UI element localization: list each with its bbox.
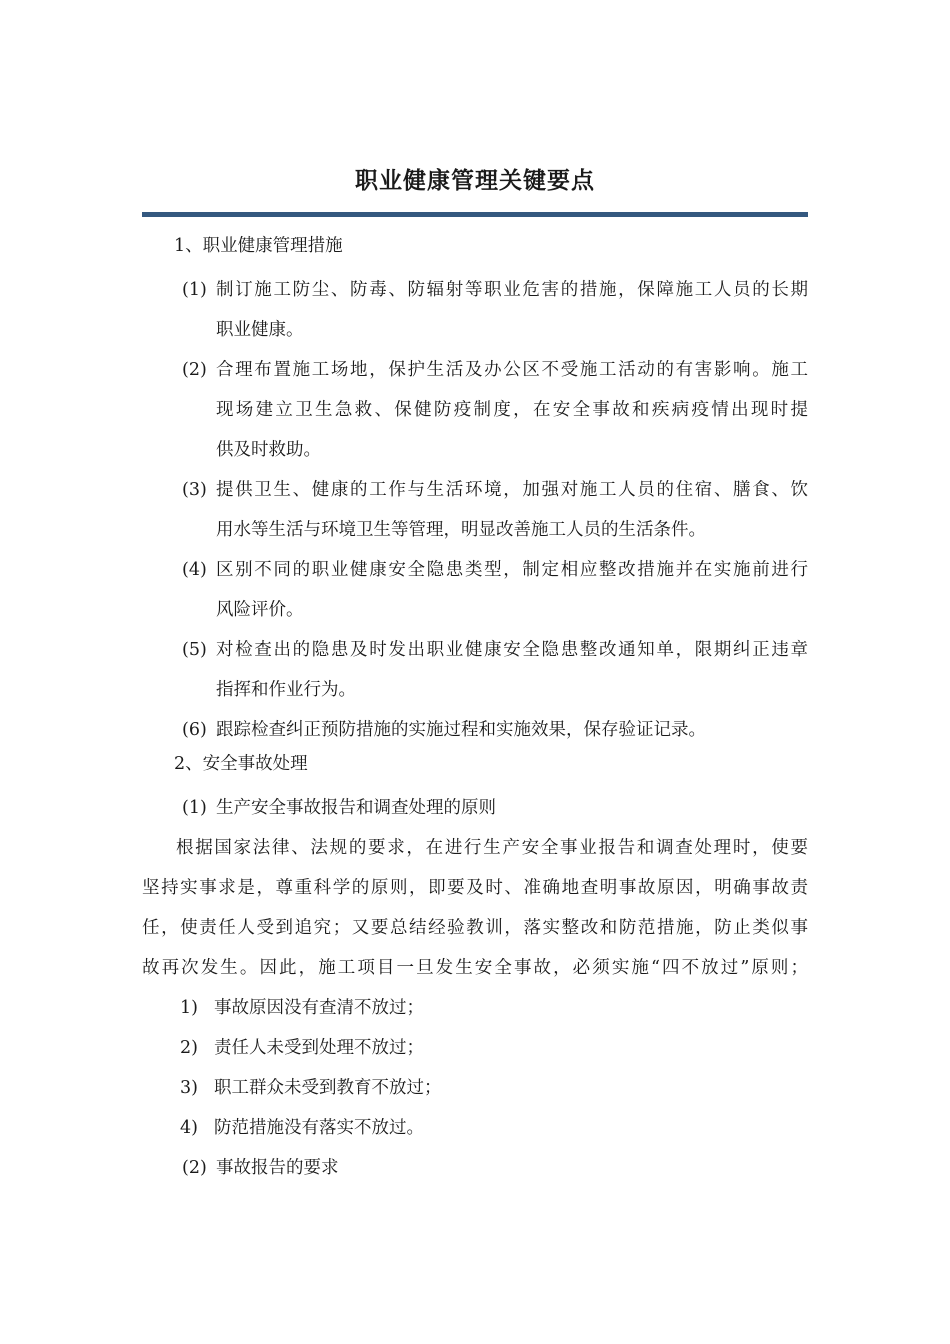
item-text-line: 风险评价。 [216, 600, 304, 620]
title-underline [142, 212, 808, 217]
item-text-line: 制订施工防尘、防毒、防辐射等职业危害的措施，保障施工人员的长期 [216, 280, 808, 300]
item-text-line: 对检查出的隐患及时发出职业健康安全隐患整改通知单，限期纠正违章 [216, 640, 808, 660]
item-number: (3) [182, 480, 207, 500]
paragraph-line: 任，使责任人受到追究；又要总结经验教训，落实整改和防范措施，防止类似事 [142, 918, 808, 938]
item-number: (1) [182, 798, 207, 818]
item-text-line: 合理布置施工场地，保护生活及办公区不受施工活动的有害影响。施工 [216, 360, 808, 380]
list-item [142, 470, 808, 550]
item-number: 1) [180, 998, 198, 1018]
item-text-line: 区别不同的职业健康安全隐患类型，制定相应整改措施并在实施前进行 [216, 560, 808, 580]
principle-item [142, 1028, 808, 1068]
principle-item [142, 1108, 808, 1148]
item-text-line: 责任人未受到处理不放过； [214, 1038, 424, 1058]
paragraph-line: 故再次发生。因此，施工项目一旦发生安全事故，必须实施“四不放过”原则； [142, 958, 808, 978]
document-body [142, 226, 808, 1188]
paragraph-line: 坚持实事求是，尊重科学的原则，即要及时、准确地查明事故原因，明确事故责 [142, 878, 808, 898]
list-item [142, 270, 808, 350]
item-text-line: 用水等生活与环境卫生等管理，明显改善施工人员的生活条件。 [216, 520, 706, 540]
subsection-heading [142, 788, 808, 828]
section-heading-2: 2、安全事故处理 [174, 754, 308, 774]
item-text-line: 职业健康。 [216, 320, 304, 340]
item-number: 3) [180, 1078, 198, 1098]
section-heading-1: 1、职业健康管理措施 [174, 236, 343, 256]
item-text-line: 指挥和作业行为。 [216, 680, 356, 700]
item-number: (2) [182, 1158, 207, 1178]
list-item [142, 350, 808, 470]
item-text-line: 现场建立卫生急救、保健防疫制度，在安全事故和疾病疫情出现时提 [216, 400, 808, 420]
item-text-line: 提供卫生、健康的工作与生活环境，加强对施工人员的住宿、膳食、饮 [216, 480, 808, 500]
item-number: (2) [182, 360, 207, 380]
item-text-line: 职工群众未受到教育不放过； [214, 1078, 442, 1098]
item-number: (5) [182, 640, 207, 660]
item-number: (6) [182, 720, 207, 740]
item-text-line: 供及时救助。 [216, 440, 321, 460]
principle-item [142, 1068, 808, 1108]
item-text-line: 事故报告的要求 [216, 1158, 339, 1178]
list-item [142, 630, 808, 710]
subsection-heading [142, 1148, 808, 1188]
principle-item [142, 988, 808, 1028]
item-text-line: 防范措施没有落实不放过。 [214, 1118, 424, 1138]
paragraph-line: 根据国家法律、法规的要求，在进行生产安全事业报告和调查处理时，使要 [176, 838, 808, 858]
list-item [142, 550, 808, 630]
item-text-line: 事故原因没有查清不放过； [214, 998, 424, 1018]
item-text-line: 跟踪检查纠正预防措施的实施过程和实施效果，保存验证记录。 [216, 720, 706, 740]
page-title: 职业健康管理关键要点 [355, 168, 595, 194]
item-number: (4) [182, 560, 207, 580]
item-number: 2) [180, 1038, 198, 1058]
item-number: (1) [182, 280, 207, 300]
item-number: 4) [180, 1118, 198, 1138]
item-text-line: 生产安全事故报告和调查处理的原则 [216, 798, 496, 818]
